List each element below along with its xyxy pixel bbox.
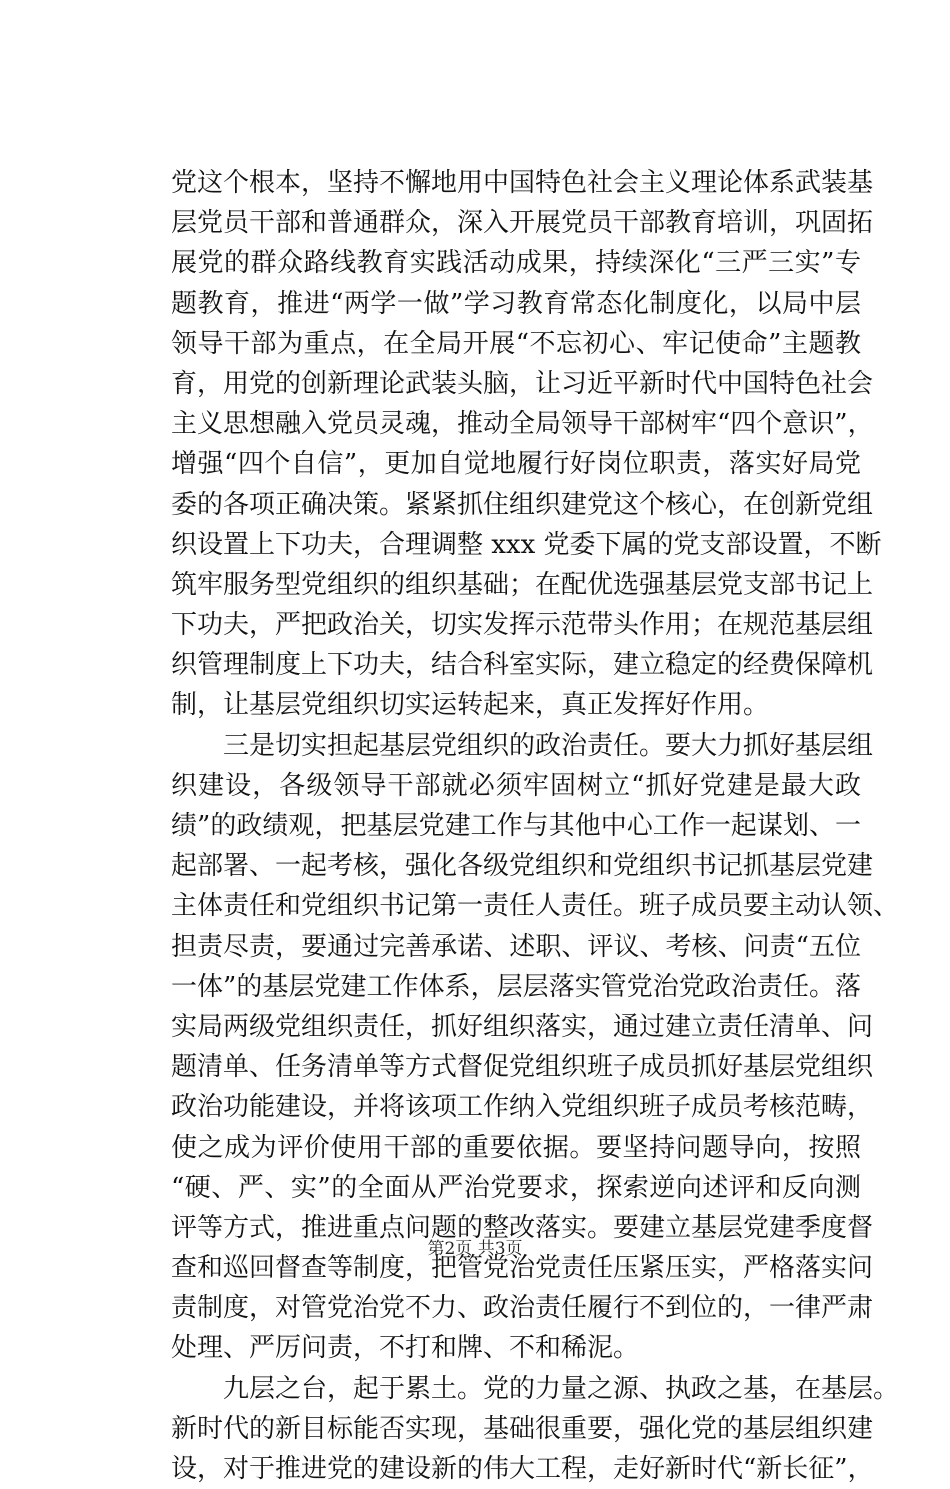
text-line: 增强“四个自信”，更加自觉地履行好岗位职责，落实好局党 <box>171 449 861 480</box>
text-line: 党这个根本，坚持不懈地用中国特色社会主义理论体系武装基 <box>171 168 874 198</box>
text-line: 织建设，各级领导干部就必须牢固树立“抓好党建是最大政 <box>171 770 861 801</box>
text-line: 使之成为评价使用干部的重要依据。要坚持问题导向，按照 <box>171 1132 861 1163</box>
text-line: 主义思想融入党员灵魂，推动全局领导干部树牢“四个意识”， <box>171 409 874 440</box>
text-line: 担责尽责，要通过完善承诺、述职、评议、考核、问责“五位 <box>171 931 861 962</box>
text-line: 新时代的新目标能否实现，基础很重要，强化党的基层组织建 <box>171 1413 874 1444</box>
text-line: 责制度，对管党治党不力、政治责任履行不到位的，一律严肃 <box>171 1293 874 1324</box>
text-line: 评等方式，推进重点问题的整改落实。要建立基层党建季度督 <box>171 1212 874 1243</box>
text-line: 一体”的基层党建工作体系，层层落实管党治党政治责任。落 <box>171 971 861 1002</box>
text-line: 织设置上下功夫，合理调整 xxx 党委下属的党支部设置，不断 <box>171 529 882 560</box>
text-line: 题教育，推进“两学一做”学习教育常态化制度化，以局中层 <box>171 288 861 319</box>
text-line: 起部署、一起考核，强化各级党组织和党组织书记抓基层党建 <box>171 851 874 882</box>
text-line: 实局两级党组织责任，抓好组织落实，通过建立责任清单、问 <box>171 1011 874 1042</box>
text-line: 筑牢服务型党组织的组织基础；在配优选强基层党支部书记上 <box>171 569 874 600</box>
paragraph-start-line: 三是切实担起基层党组织的政治责任。要大力抓好基层组 <box>223 730 874 761</box>
text-line: 委的各项正确决策。紧紧抓住组织建党这个核心，在创新党组 <box>171 489 874 520</box>
text-line: 展党的群众路线教育实践活动成果，持续深化“三严三实”专 <box>171 248 861 279</box>
text-line: 下功夫，严把政治关，切实发挥示范带头作用；在规范基层组 <box>171 610 874 641</box>
body-text <box>171 163 900 1489</box>
text-line: 处理、严厉问责，不打和牌、不和稀泥。 <box>171 1333 640 1364</box>
text-line: 查和巡回督查等制度，把管党治党责任压紧压实，严格落实问 <box>171 1253 874 1284</box>
page-number-label: 第2页 共3页 <box>427 1239 523 1259</box>
text-line: 领导干部为重点，在全局开展“不忘初心、牢记使命”主题教 <box>171 328 861 359</box>
text-line: 育，用党的创新理论武装头脑，让习近平新时代中国特色社会 <box>171 368 874 399</box>
text-line: 主体责任和党组织书记第一责任人责任。班子成员要主动认领、 <box>171 891 900 922</box>
text-line: 设，对于推进党的建设新的伟大工程，走好新时代“新长征”， <box>171 1454 874 1484</box>
text-line: 绩”的政绩观，把基层党建工作与其他中心工作一起谋划、一 <box>171 811 861 841</box>
text-line: 层党员干部和普通群众，深入开展党员干部教育培训，巩固拓 <box>171 208 874 239</box>
text-line: 政治功能建设，并将该项工作纳入党组织班子成员考核范畴， <box>171 1092 874 1123</box>
text-line: “硬、严、实”的全面从严治党要求，探索逆向述评和反向测 <box>171 1172 861 1203</box>
text-line: 题清单、任务清单等方式督促党组织班子成员抓好基层党组织 <box>171 1052 874 1083</box>
paragraph-start-line: 九层之台，起于累土。党的力量之源、执政之基，在基层。 <box>223 1373 900 1404</box>
page-footer <box>0 1234 950 1259</box>
text-line: 织管理制度上下功夫，结合科室实际，建立稳定的经费保障机 <box>171 650 874 681</box>
text-line: 制，让基层党组织切实运转起来，真正发挥好作用。 <box>171 690 770 721</box>
